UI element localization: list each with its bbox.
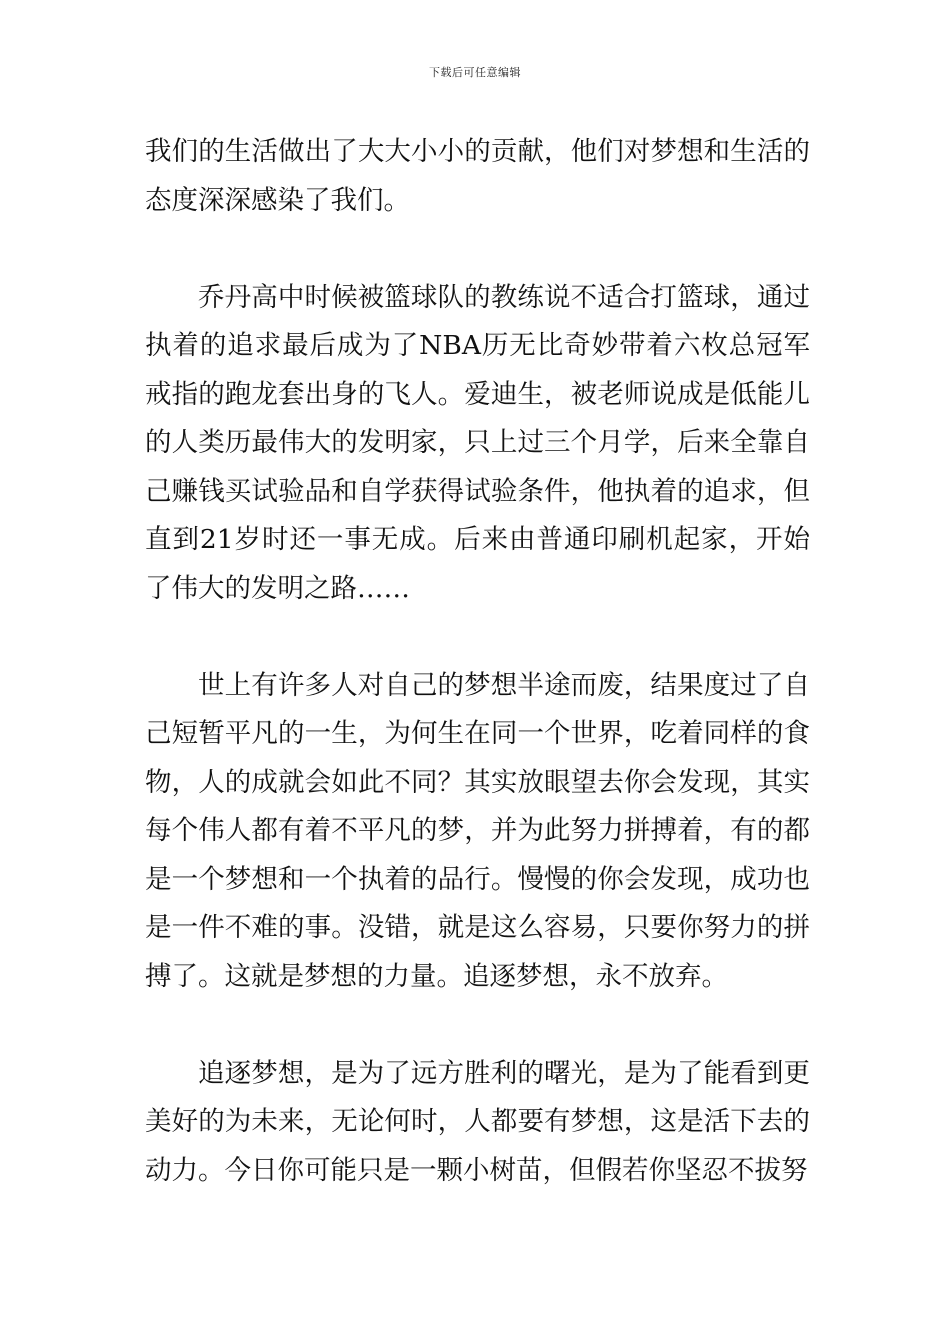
paragraph-3: 世上有许多人对自己的梦想半途而废，结果度过了自己短暂平凡的一生，为何生在同一个世界，吃着同样的食物，人的成就会如此不同？其实放眼望去你会发现，其实每个伟人都有着不平凡的梦，并为此努力拼搏着，有的都是一个梦想和一个执着的品行。慢慢的你会发现，成功也是一件不难的事。没错，就是这么容易，只要你努力的拼搏了。这就是梦想的力量。追逐梦想，永不放弃。 [145,669,810,992]
paragraph-gap [145,613,810,662]
paragraph-gap [145,225,810,274]
paragraph-gap [145,1001,810,1050]
paragraph-2: 乔丹高中时候被篮球队的教练说不适合打篮球，通过执着的追求最后成为了NBA历无比奇妙带着六枚总冠军戒指的跑龙套出身的飞人。爱迪生，被老师说成是低能儿的人类历最伟大的发明家，只上过三个月学，后来全靠自己赚钱买试验品和自学获得试验条件，他执着的追求，但直到21岁时还一事无成。后来由普通印刷机起家，开始了伟大的发明之路…… [145,281,810,604]
paragraph-4: 追逐梦想，是为了远方胜利的曙光，是为了能看到更美好的为未来，无论何时，人都要有梦想，这是活下去的动力。今日你可能只是一颗小树苗，但假若你坚忍不拔努 [145,1057,810,1186]
paragraph-1: 我们的生活做出了大大小小的贡献，他们对梦想和生活的态度深深感染了我们。 [145,136,810,216]
page-header-note: 下载后可任意编辑 [429,66,521,79]
document-body [145,128,810,1195]
